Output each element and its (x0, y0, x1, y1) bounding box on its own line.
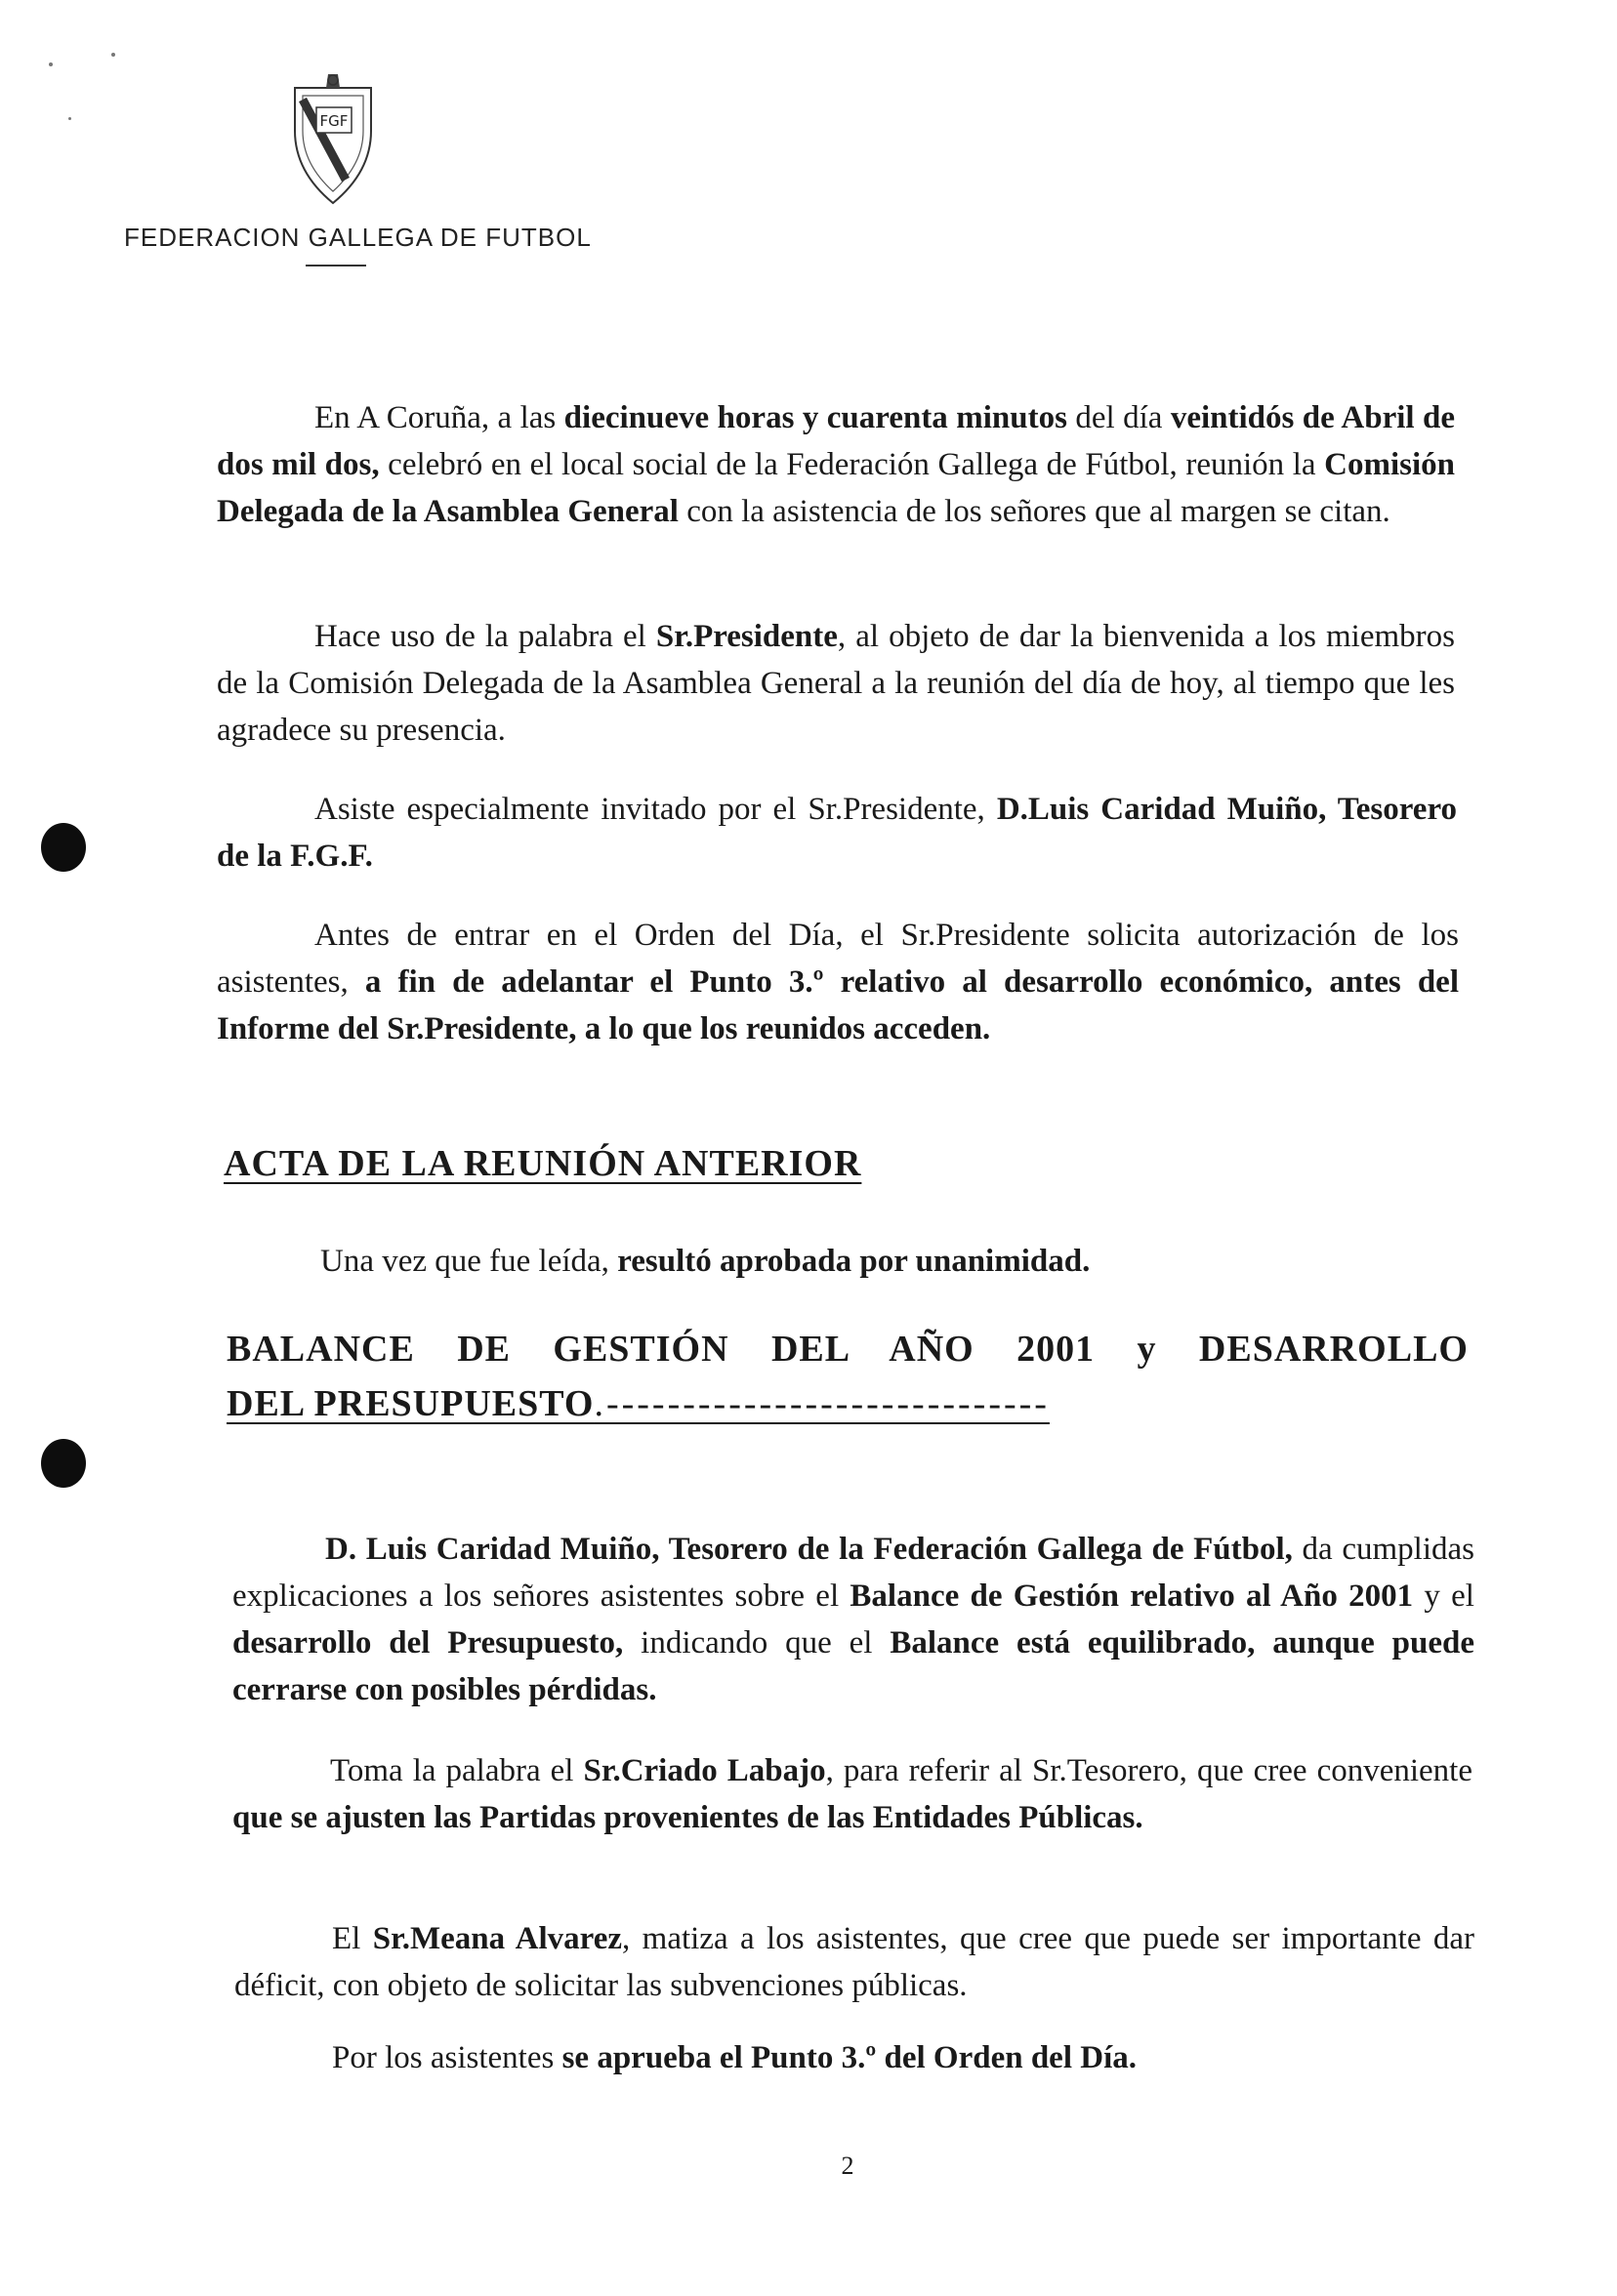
guest-paragraph (217, 786, 1457, 880)
section-heading-previous-minutes: ACTA DE LA REUNIÓN ANTERIOR (224, 1143, 862, 1184)
point-approval-paragraph (332, 2034, 1474, 2081)
balance-status: Balance está equilibrado, aunque puede cerrarse con posibles pérdidas. (232, 1625, 1475, 1707)
opening-paragraph (217, 394, 1455, 535)
text-run: del día (1066, 400, 1171, 435)
speaker-name: Sr.Criado Labajo (583, 1753, 826, 1788)
text-run: Una vez que fue leída, (320, 1244, 618, 1279)
svg-text:FGF: FGF (319, 112, 349, 130)
punch-hole (41, 1439, 86, 1488)
punch-hole (41, 823, 86, 872)
meeting-date: veintidós de Abril de dos mil dos, (217, 400, 1455, 482)
text-run: da cumplidas explicaciones a los señores asistentes sobre el (232, 1532, 1474, 1614)
organization-name: FEDERACION GALLEGA DE FUTBOL (124, 223, 592, 252)
agenda-change-detail: a fin de adelantar el Punto 3.º relativo al desarrollo económico, antes del Informe del Sr.Presidente, a lo que los reunidos acceden. (217, 964, 1459, 1046)
text-run: indicando que el (623, 1625, 891, 1660)
budget-reference: desarrollo del Presupuesto, (232, 1625, 624, 1660)
guest-name: D.Luis Caridad Muiño, Tesorero de la F.G.F. (217, 792, 1457, 874)
shield-crest-icon (289, 70, 377, 207)
scan-speck (68, 117, 71, 120)
treasurer-report-paragraph (232, 1526, 1474, 1713)
meeting-time: diecinueve horas y cuarenta minutos (563, 400, 1067, 435)
criado-labajo-paragraph (232, 1747, 1472, 1841)
approval-result: resultó aprobada por unanimidad. (617, 1244, 1091, 1279)
balance-reference: Balance de Gestión relativo al Año 2001 (850, 1578, 1414, 1614)
scan-speck (49, 62, 53, 66)
text-run: Toma la palabra el (330, 1753, 584, 1788)
welcome-paragraph (217, 613, 1455, 754)
treasurer-name: D. Luis Caridad Muiño, Tesorero de la Federación Gallega de Fútbol, (325, 1532, 1293, 1567)
text-run: Por los asistentes (332, 2040, 562, 2075)
president-title: Sr.Presidente (655, 619, 838, 654)
adjustment-request: que se ajusten las Partidas provenientes de las Entidades Públicas. (232, 1800, 1143, 1835)
page-number: 2 (841, 2152, 854, 2180)
text-run: celebró en el local social de la Federación Gallega de Fútbol, reunión la (379, 447, 1325, 482)
section-heading-balance (227, 1324, 1469, 1374)
section-heading-budget (227, 1378, 1050, 1429)
heading-dash-trail: .----------------------------- (594, 1383, 1050, 1424)
speaker-name: Sr.Meana Alvarez (372, 1921, 623, 1956)
heading-line: BALANCE DE GESTIÓN DEL AÑO 2001 y DESARROLLO (227, 1329, 1469, 1370)
text-run: , matiza a los asistentes, que cree que puede ser importante dar déficit, con objeto de solicitar las subvenciones públicas. (234, 1921, 1474, 2003)
minutes-approval-paragraph (320, 1238, 1453, 1285)
text-run: y el (1413, 1578, 1474, 1614)
committee-name: Comisión Delegada de la Asamblea General (217, 447, 1455, 529)
text-run: con la asistencia de los señores que al margen se citan. (678, 494, 1390, 529)
approval-result: se aprueba el Punto 3.º del Orden del Día. (561, 2040, 1137, 2075)
heading-line: DEL PRESUPUESTO (227, 1383, 595, 1424)
scan-speck (111, 53, 115, 57)
text-run: El (332, 1921, 373, 1956)
text-run: , para referir al Sr.Tesorero, que cree conveniente (825, 1753, 1472, 1788)
meana-alvarez-paragraph (234, 1915, 1474, 2009)
text-run: Hace uso de la palabra el (314, 619, 656, 654)
text-run: Antes de entrar en el Orden del Día, el Sr.Presidente solicita autorización de los asistentes, (217, 918, 1459, 1000)
agenda-change-paragraph (217, 912, 1459, 1052)
text-run: Asiste especialmente invitado por el Sr.Presidente, (314, 792, 997, 827)
text-run: , al objeto de dar la bienvenida a los miembros de la Comisión Delegada de la Asamblea General a la reunión del día de hoy, al tiempo que les agradece su presencia. (217, 619, 1455, 748)
text-run: En A Coruña, a las (314, 400, 564, 435)
header-rule (306, 265, 366, 266)
